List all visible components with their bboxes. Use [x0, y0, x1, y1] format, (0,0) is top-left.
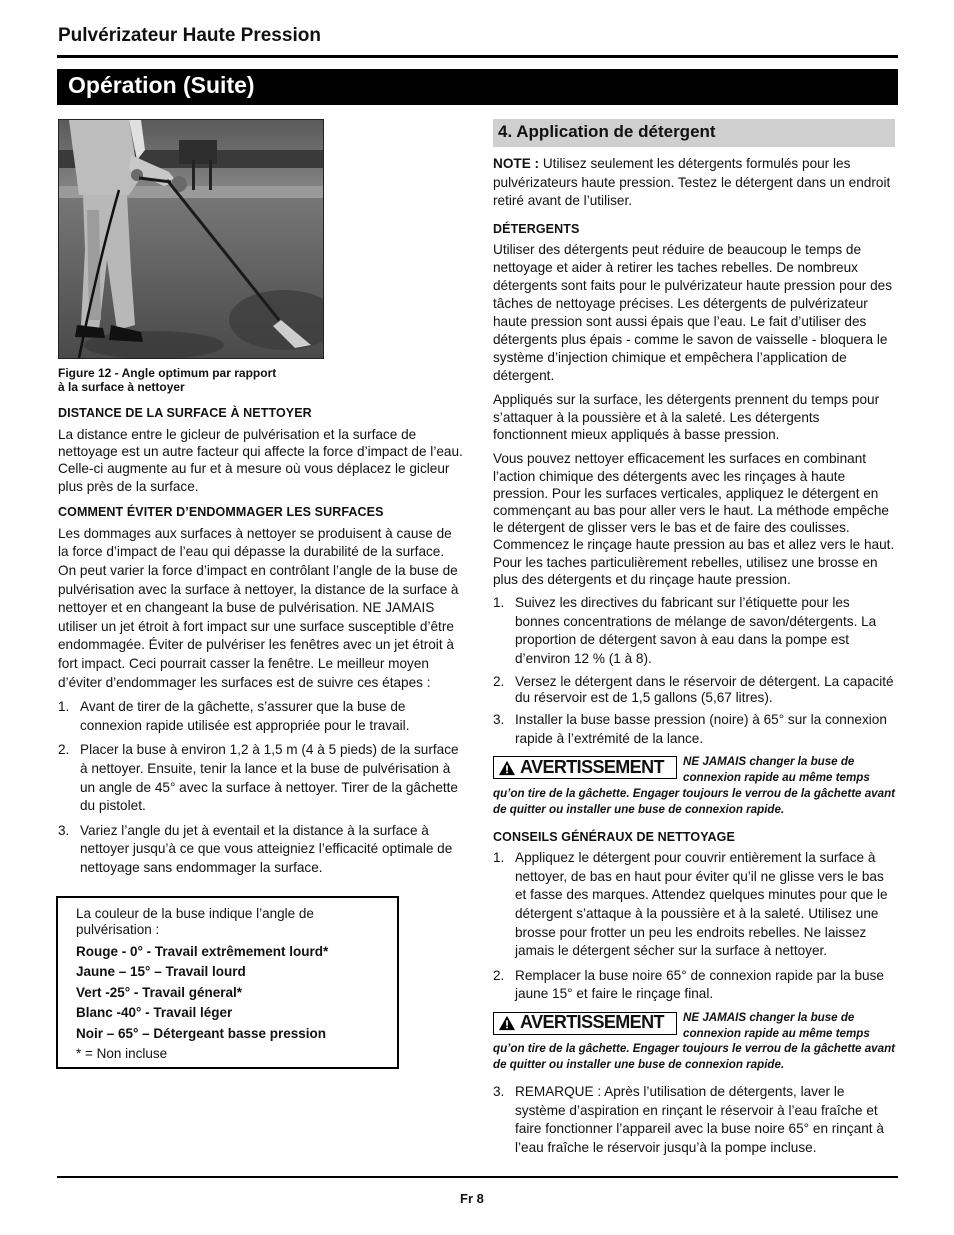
section-title: Opération (Suite): [57, 69, 898, 105]
nozzle-item: Vert -25° - Travail géneral*: [76, 984, 242, 1000]
note-text: Utilisez seulement les détergents formulés pour les pulvérizateurs haute pression. Testez le détergent dans un endroit retiré avant de l’utiliser.: [493, 156, 891, 209]
steps-final-note: [493, 1083, 896, 1157]
footer-rule: [57, 1176, 898, 1178]
step-number: 2.: [493, 674, 505, 690]
warning-triangle-icon: [498, 1015, 516, 1031]
list-item: [493, 849, 896, 961]
warning-triangle-icon: [498, 760, 516, 776]
nozzle-color-box: [56, 896, 399, 1069]
nozzle-item: Rouge - 0° - Travail extrêmement lourd*: [76, 944, 329, 959]
step-text: Placer la buse à environ 1,2 à 1,5 m (4 à 5 pieds) de la surface à nettoyer. Ensuite, tenir la lance et la buse de pulvérisation à un angle de 45° avec la surface à nettoyer. Tirer de la gâchette du pistolet.: [80, 742, 459, 814]
warning-text: NE JAMAIS changer la buse de connexion rapide au même temps qu’on tire de la gâchette. Engager toujours le verrou de la gâchette avant de quitter ou installer une buse de connexion rapide.: [493, 755, 896, 816]
step-text: Appliquez le détergent pour couvrir entièrement la surface à nettoyer, de bas en haut pour éviter qu’il ne glisse vers le bas et fasse des marques. Attendez quelques minutes pour que le détergent s’attaque à la poussière et à la saleté. Utilisez une brosse pour frotter un peu les endroits rebelles. Ne laissez jamais le détergent sécher sur la surface à nettoyer.: [515, 850, 888, 959]
steps-cleaning-tips: [493, 849, 896, 1004]
paragraph-detergents-1: Utiliser des détergents peut réduire de beaucoup le temps de nettoyage et aider à retirer les taches rebelles. De nombreux détergents sont faits pour le pulvérizateur haute pression pour des tâches de nettoyage précises. Les détergents de pulvérizateur haute pression sont aussi épais que l’eau. Le fait d’utiliser des détergents plus épais - comme le savon de vaisselle - bloquera le système d’injection chimique et empêchera l’application de détergent.: [493, 242, 892, 383]
left-column: [58, 404, 463, 884]
list-item: [493, 967, 896, 1004]
step-text: Variez l’angle du jet à eventail et la distance à la surface à nettoyer jusqu’à ce que vous atteigniez l’efficacité optimale de nettoyage sans endommager la surface.: [80, 822, 453, 875]
step-number: 2.: [493, 967, 505, 983]
note-label: NOTE :: [493, 156, 540, 171]
paragraph-avoid-damage: Les dommages aux surfaces à nettoyer se produisent à cause de la force d’impact de l’eau qui dépasse la durabilité de la surface. On peut varier la force d’impact en contrôlant l’angle de la buse de pulvérisation avec la surface à nettoyer, la distance de la surface à nettoyer et en changeant la buse de pulvérisation. NE JAMAIS utiliser un jet étroit à fort impact sur une surface susceptible d’être endommagée. Éviter de pulvériser les fenêtres avec un jet étroit à fort impact. Ceci pourrait casser la fenêtre. Le meilleur moyen d’éviter d’endommager les surfaces est de suivre ces étapes :: [58, 525, 459, 690]
header-rule: [57, 55, 898, 58]
warning-label: AVERTISSEMENT: [520, 1012, 664, 1033]
step-text: Avant de tirer de la gâchette, s’assurer que la buse de connexion rapide utilisée est appropriée pour le travail.: [80, 699, 410, 733]
step-number: 3.: [493, 1084, 505, 1100]
document-title: Pulvérizateur Haute Pression: [58, 25, 321, 46]
nozzle-item: Blanc -40° - Travail léger: [76, 1005, 233, 1021]
list-item: [493, 674, 896, 705]
step-number: 3.: [493, 712, 505, 728]
steps-detergent: [493, 594, 896, 748]
heading-avoid-damage: COMMENT ÉVITER D’ENDOMMAGER LES SURFACES: [58, 505, 384, 520]
step-text: Suivez les directives du fabricant sur l’étiquette pour les bonnes concentrations de mélange de savon/détergents. La proportion de détergent savon à eau dans la pompe est d’environ 12 % (1 à 8).: [515, 594, 877, 666]
warning-badge: [493, 1012, 677, 1035]
warning-block: [493, 1010, 896, 1073]
pressure-washer-photo: [58, 119, 324, 359]
step-number: 3.: [58, 822, 70, 838]
step-number: 1.: [493, 850, 505, 866]
heading-cleaning-tips: CONSEILS GÉNÉRAUX DE NETTOYAGE: [493, 829, 735, 844]
paragraph-distance: La distance entre le gicleur de pulvérisation et la surface de nettoyage est un autre facteur qui affecte la force d’impact de l’eau. Celle-ci augmente au fur et à mesure où vous déplacez le gicleur plus près de la surface.: [58, 426, 463, 494]
list-item: [58, 822, 463, 878]
photo-illustration: [59, 120, 323, 358]
right-column: [493, 155, 896, 1163]
nozzle-item: Jaune – 15° – Travail lourd: [76, 964, 246, 980]
list-item: [493, 711, 896, 748]
paragraph-detergents-2: Appliqués sur la surface, les détergents prennent du temps pour s’attaquer à la poussière et à la saleté. Les détergents fonctionnent mieux appliqués à basse pression.: [493, 391, 880, 443]
page-number: Fr 8: [460, 1191, 484, 1206]
heading-distance: DISTANCE DE LA SURFACE À NETTOYER: [58, 406, 312, 420]
step-text: REMARQUE : Après l’utilisation de détergents, laver le système d’aspiration en rinçant le réservoir à l’eau fraîche et faire fonctionner l’appareil avec la buse noire 65° en rinçant à l’eau fraîche le réservoir jusqu’à la pompe incluse.: [515, 1084, 884, 1155]
steps-avoid-damage: [58, 698, 463, 877]
warning-label: AVERTISSEMENT: [520, 756, 664, 777]
step-number: 1.: [58, 699, 70, 715]
warning-text: NE JAMAIS changer la buse de connexion rapide au même temps qu’on tire de la gâchette. Engager toujours le verrou de la gâchette avant de quitter ou installer une buse de connexion rapide.: [493, 1010, 896, 1072]
nozzle-item: Noir – 65° – Détergeant basse pression: [76, 1025, 327, 1041]
figure-caption: Figure 12 - Angle optimum par rapport à la surface à nettoyer: [58, 366, 277, 394]
paragraph-detergents-3: Vous pouvez nettoyer efficacement les surfaces en combinant l’action chimique des détergents avec les rinçages à haute pression. Pour les surfaces verticales, appliquez le détergent en commençant au bas pour aller vers le haut. La méthode empêche le détergent de glisser vers le bas et de faire des coulisses. Commencez le rinçage haute pression au bas et allez vers le haut. Pour les taches particulièrement rebelles, utilisez une brosse en plus des détergents et du rinçage haute pression.: [493, 451, 895, 587]
step-text: Installer la buse basse pression (noire) à 65° sur la connexion rapide à l’extrémité de la lance.: [515, 712, 887, 746]
warning-badge: [493, 756, 677, 779]
step-number: 2.: [58, 742, 70, 758]
nozzle-box-intro: La couleur de la buse indique l’angle de pulvérisation :: [76, 906, 314, 937]
warning-block: [493, 754, 896, 817]
subsection-title: 4. Application de détergent: [493, 119, 895, 147]
list-item: [493, 1083, 896, 1157]
list-item: [493, 594, 896, 668]
step-number: 1.: [493, 594, 505, 610]
heading-detergents: DÉTERGENTS: [493, 221, 580, 236]
step-text: Versez le détergent dans le réservoir de détergent. La capacité du réservoir est de 1,5 gallons (5,67 litres).: [515, 674, 894, 705]
note-paragraph: [493, 155, 896, 211]
nozzle-footnote: * = Non incluse: [76, 1046, 168, 1062]
list-item: [58, 741, 463, 815]
list-item: [58, 698, 463, 735]
step-text: Remplacer la buse noire 65° de connexion rapide par la buse jaune 15° et faire le rinçage final.: [515, 967, 884, 1002]
